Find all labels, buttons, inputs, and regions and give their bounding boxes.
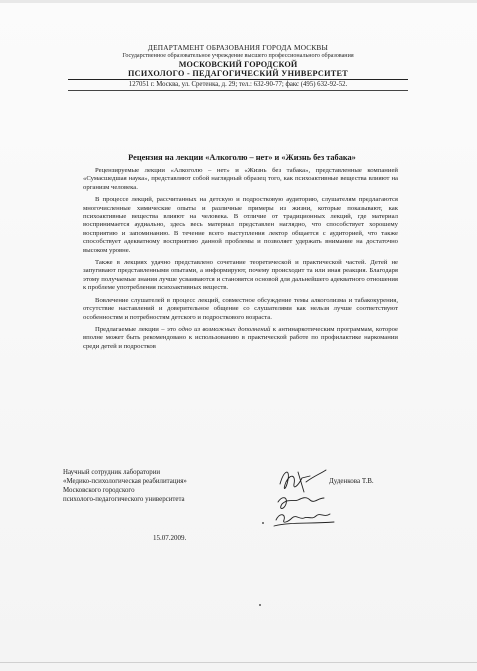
paragraph-2: В процессе лекций, рассчитанных на детскую и подростковую аудиторию, слушателям предлагаются многочисленные химические опыты и различные примеры из жизни, которые показывают, как психоактивные вещества влияют на человека. В отличие от традиционных лекций, где материал воспринимается аудиально, здесь весь материал представлен наглядно, что способствует хорошему восприятию и запоминанию. В течение всего выступления лектор общается с аудиторией, что также способствует адекватному восприятию данной проблемы и позволяет удержать внимание на достаточно высоком уровне. bbox=[83, 196, 398, 254]
letterhead-rule-bottom bbox=[68, 90, 408, 91]
paragraph-5-end: к антинаркотическим программам, которое вполне может быть рекомендовано к использованию в практической работе по профилактике наркомании среди детей и подростков bbox=[83, 325, 398, 350]
signatory-block bbox=[63, 468, 273, 504]
signatory-line-2: «Медико-психологическая реабилитация» bbox=[63, 478, 187, 485]
university-address: 127051 г. Москва, ул. Сретенка, д. 29; тел.: 632-90-77; факс (495) 632-92-52. bbox=[128, 80, 348, 88]
scan-edge bbox=[0, 0, 477, 3]
handwritten-signature bbox=[268, 462, 348, 540]
document-body bbox=[83, 167, 398, 355]
paragraph-4: Вовлечение слушателей в процесс лекций, совместное обсуждение темы алкоголизма и табакокурения, отсутствие наставлений и доверительное общение со слушателями как нельзя лучше соответствуют особенностям и потребностям детского и подросткового возраста. bbox=[83, 296, 398, 321]
signatory-line-4: психолого-педагогического университета bbox=[63, 496, 185, 503]
paragraph-5-start: Предлагаемые лекции – это bbox=[95, 325, 179, 333]
document-date: 15.07.2009. bbox=[153, 534, 187, 542]
university-name-line2: ПСИХОЛОГО - ПЕДАГОГИЧЕСКИЙ УНИВЕРСИТЕТ bbox=[127, 68, 349, 78]
department-name: ДЕПАРТАМЕНТ ОБРАЗОВАНИЯ ГОРОДА МОСКВЫ bbox=[147, 43, 329, 52]
letterhead-rule bbox=[68, 79, 408, 80]
signatory-line-1: Научный сотрудник лаборатории bbox=[63, 469, 161, 476]
paragraph-1: Рецензируемые лекции «Алкоголю – нет» и «Жизнь без табака», представленные компанией «Сумасшедшая наука», представляют собой наглядный образец того, как психоактивные вещества влияют на организм человека. bbox=[83, 167, 398, 191]
scan-bottom-edge bbox=[0, 662, 477, 663]
scan-speck bbox=[262, 522, 264, 524]
signatory-name: Дуденкова Т.В. bbox=[329, 477, 374, 485]
document-title: Рецензия на лекции «Алкоголю – нет» и «Жизнь без табака» bbox=[128, 153, 356, 162]
letterhead bbox=[68, 44, 408, 91]
university-name-line1: МОСКОВСКИЙ ГОРОДСКОЙ bbox=[178, 59, 298, 69]
institution-type: Государственное образовательное учреждение высшего профессионального образования bbox=[122, 52, 354, 59]
scan-speck bbox=[259, 604, 261, 606]
signatory-line-3: Московского городского bbox=[63, 487, 135, 494]
paragraph-5 bbox=[83, 326, 398, 351]
paragraph-5-emphasis: одно из возможных дополнений bbox=[178, 325, 271, 333]
paragraph-3: Также в лекциях удачно представлено сочетание теоретической и практической частей. Детей не запугивают представленными опытами, а информируют, почему происходит та или иная реакция. Благодаря этому получаемые знания лучше усваиваются и становятся основой для дальнейшего адекватного отношения к проблеме употребления психоактивных веществ. bbox=[83, 259, 398, 292]
